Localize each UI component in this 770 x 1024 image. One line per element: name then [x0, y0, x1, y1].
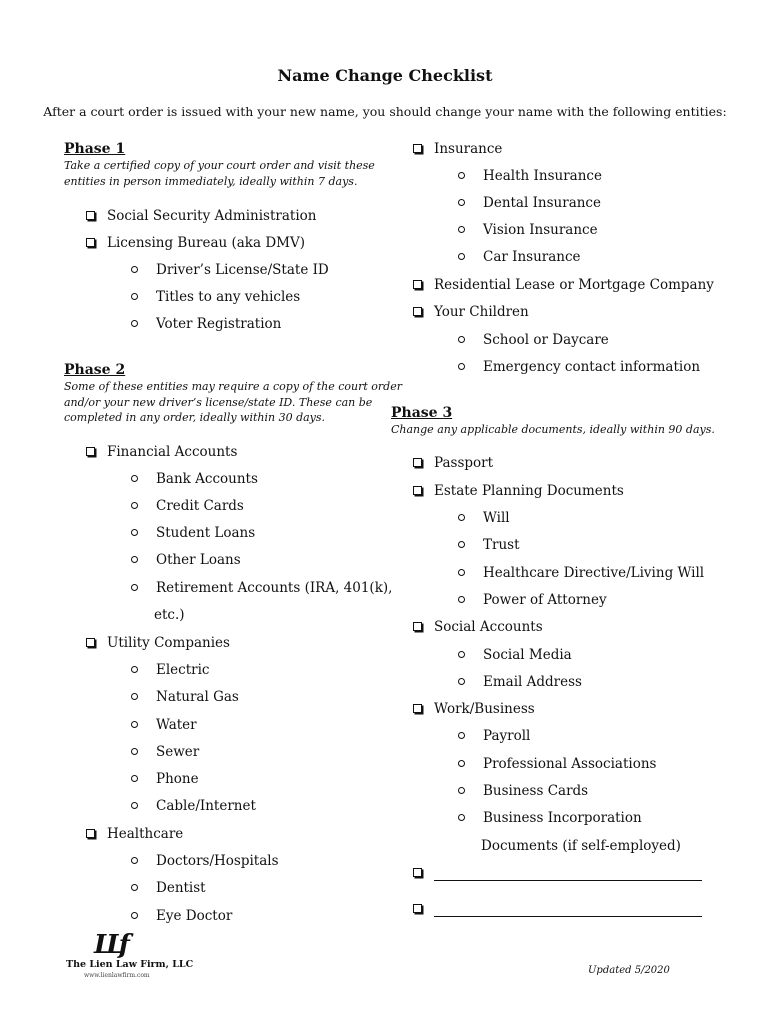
phase-2-desc-line: and/or your new driver’s license/state ID. These can be: [64, 395, 373, 409]
item-label: Insurance: [434, 141, 503, 157]
sub-item: [458, 647, 572, 663]
page-title: Name Change Checklist: [277, 66, 493, 85]
phase-3-heading: Phase 3: [391, 405, 453, 421]
sub-item-label: Power of Attorney: [483, 592, 607, 608]
sub-item: [458, 510, 510, 526]
bullet-icon: [458, 814, 465, 821]
checklist-item-passport[interactable]: [413, 455, 493, 471]
sub-item: [131, 689, 239, 705]
phase-2-heading: Phase 2: [64, 362, 126, 378]
sub-item: [131, 744, 199, 760]
bullet-icon: [458, 363, 465, 370]
checkbox-icon[interactable]: [413, 486, 422, 495]
sub-item: [458, 332, 609, 348]
sub-item: [458, 592, 607, 608]
checklist-item-residential[interactable]: [413, 277, 714, 293]
sub-item: [458, 728, 530, 744]
sub-item-label: Payroll: [483, 728, 531, 744]
phase-1-heading: Phase 1: [64, 141, 126, 157]
blank-write-in-line[interactable]: [434, 880, 702, 881]
sub-item: [131, 908, 232, 924]
bullet-icon: [458, 226, 465, 233]
sub-item: [458, 537, 520, 553]
blank-checklist-item[interactable]: [413, 901, 702, 917]
checkbox-icon[interactable]: [86, 447, 95, 456]
bullet-icon: [131, 802, 138, 809]
checkbox-icon[interactable]: [413, 704, 422, 713]
sub-item: [131, 471, 258, 487]
item-label: Healthcare: [107, 826, 184, 842]
sub-item: [131, 289, 300, 305]
bullet-icon: [131, 857, 138, 864]
checkbox-icon[interactable]: [86, 829, 95, 838]
bullet-icon: [131, 293, 138, 300]
checkbox-icon[interactable]: [413, 622, 422, 631]
sub-item-label: Email Address: [483, 674, 582, 690]
sub-item-label: Business Cards: [483, 783, 589, 799]
item-label: Financial Accounts: [107, 444, 238, 460]
phase-1-description: [64, 158, 375, 189]
item-label: Social Accounts: [434, 619, 543, 635]
item-label: Utility Companies: [107, 635, 230, 651]
sub-item: [131, 580, 392, 596]
sub-item-label: Electric: [156, 662, 210, 678]
checklist-item-dmv[interactable]: [86, 235, 305, 251]
sub-item: [458, 168, 602, 184]
sub-item: [458, 359, 700, 375]
sub-item-label: Vision Insurance: [483, 222, 598, 238]
phase-2-desc-line: Some of these entities may require a copy of the court order: [64, 380, 402, 393]
sub-item: [131, 771, 199, 787]
sub-item-label: Trust: [483, 537, 520, 553]
sub-item-continuation: etc.): [154, 607, 185, 623]
checklist-item-financial[interactable]: [86, 444, 237, 460]
checklist-item-children[interactable]: [413, 304, 529, 320]
item-label: Passport: [434, 455, 494, 471]
sub-item-label: Health Insurance: [483, 168, 602, 184]
checklist-item-insurance[interactable]: [413, 141, 502, 157]
bullet-icon: [458, 760, 465, 767]
sub-item: [458, 783, 588, 799]
phase-2-description: [64, 379, 402, 426]
bullet-icon: [458, 732, 465, 739]
sub-item: [131, 717, 197, 733]
sub-item: [458, 756, 656, 772]
checkbox-icon[interactable]: [86, 238, 95, 247]
sub-item-label: Retirement Accounts (IRA, 401(k),: [156, 580, 393, 596]
sub-item-label: Water: [156, 717, 197, 733]
bullet-icon: [131, 884, 138, 891]
sub-item: [131, 498, 244, 514]
item-label: Your Children: [434, 304, 529, 320]
sub-item-label: Eye Doctor: [156, 908, 233, 924]
checkbox-icon[interactable]: [86, 638, 95, 647]
sub-item-label: Dental Insurance: [483, 195, 601, 211]
sub-item: [458, 222, 598, 238]
sub-item-label: Emergency contact information: [483, 359, 701, 375]
bullet-icon: [131, 748, 138, 755]
bullet-icon: [458, 787, 465, 794]
bullet-icon: [131, 475, 138, 482]
sub-item-label: Car Insurance: [483, 249, 581, 265]
sub-item-label: Business Incorporation: [483, 810, 642, 826]
sub-item-label: Bank Accounts: [156, 471, 258, 487]
checkbox-icon[interactable]: [413, 458, 422, 467]
item-label: Residential Lease or Mortgage Company: [434, 277, 714, 293]
sub-item: [131, 662, 209, 678]
sub-item-label: Doctors/Hospitals: [156, 853, 279, 869]
checkbox-icon[interactable]: [413, 868, 422, 877]
bullet-icon: [131, 912, 138, 919]
bullet-icon: [458, 678, 465, 685]
bullet-icon: [131, 584, 138, 591]
item-label: Social Security Administration: [107, 208, 317, 224]
bullet-icon: [458, 541, 465, 548]
sub-item: [131, 262, 329, 278]
phase-2-desc-line: completed in any order, ideally within 30 days.: [64, 411, 326, 424]
bullet-icon: [131, 502, 138, 509]
checkbox-icon[interactable]: [86, 211, 95, 220]
sub-item-label: School or Daycare: [483, 332, 609, 348]
blank-write-in-line[interactable]: [434, 916, 702, 917]
sub-item-label: Student Loans: [156, 525, 256, 541]
checklist-item-work[interactable]: [413, 701, 535, 717]
logo-url: www.lienlawfirm.com: [84, 972, 150, 979]
sub-item-label: Natural Gas: [156, 689, 239, 705]
bullet-icon: [131, 721, 138, 728]
phase-1-desc-line: Take a certified copy of your court order and visit these: [64, 159, 375, 172]
sub-item-label: Cable/Internet: [156, 798, 256, 814]
bullet-icon: [458, 253, 465, 260]
bullet-icon: [458, 336, 465, 343]
sub-item: [458, 674, 582, 690]
bullet-icon: [131, 775, 138, 782]
logo-firm-name: The Lien Law Firm, LLC: [66, 959, 194, 970]
bullet-icon: [458, 569, 465, 576]
sub-item-label: Dentist: [156, 880, 206, 896]
bullet-icon: [131, 529, 138, 536]
bullet-icon: [458, 199, 465, 206]
logo-mark: LLf: [94, 930, 124, 960]
sub-item-label: Credit Cards: [156, 498, 244, 514]
bullet-icon: [131, 556, 138, 563]
sub-item: [458, 565, 704, 581]
checkbox-icon[interactable]: [413, 904, 422, 913]
checklist-item-ssa[interactable]: [86, 208, 316, 224]
sub-item-label: Sewer: [156, 744, 200, 760]
bullet-icon: [458, 651, 465, 658]
sub-item-label: Titles to any vehicles: [156, 289, 301, 305]
sub-item: [458, 249, 581, 265]
sub-item: [131, 316, 281, 332]
item-label: Licensing Bureau (aka DMV): [107, 235, 305, 251]
bullet-icon: [131, 266, 138, 273]
blank-checklist-item[interactable]: [413, 865, 702, 881]
sub-item-label: Social Media: [483, 647, 572, 663]
sub-item: [458, 810, 642, 826]
checklist-item-social[interactable]: [413, 619, 543, 635]
item-label: Estate Planning Documents: [434, 483, 624, 499]
sub-item: [131, 853, 279, 869]
sub-item-label: Professional Associations: [483, 756, 657, 772]
bullet-icon: [458, 514, 465, 521]
sub-item: [131, 525, 255, 541]
sub-item: [458, 195, 601, 211]
checklist-item-healthcare[interactable]: [86, 826, 183, 842]
checklist-item-estate[interactable]: [413, 483, 624, 499]
sub-item-label: Driver’s License/State ID: [156, 262, 329, 278]
sub-item-continuation: Documents (if self-employed): [481, 838, 681, 854]
sub-item-label: Will: [483, 510, 510, 526]
bullet-icon: [458, 596, 465, 603]
sub-item-label: Phone: [156, 771, 199, 787]
phase-3-description: Change any applicable documents, ideally within 90 days.: [391, 423, 715, 436]
bullet-icon: [131, 693, 138, 700]
checkbox-icon[interactable]: [413, 307, 422, 316]
sub-item: [131, 552, 241, 568]
sub-item: [131, 880, 206, 896]
sub-item-label: Voter Registration: [156, 316, 282, 332]
bullet-icon: [131, 320, 138, 327]
checkbox-icon[interactable]: [413, 144, 422, 153]
updated-date: Updated 5/2020: [588, 965, 670, 976]
sub-item: [131, 798, 256, 814]
checklist-item-utility[interactable]: [86, 635, 230, 651]
sub-item-label: Other Loans: [156, 552, 241, 568]
bullet-icon: [458, 172, 465, 179]
sub-item-label: Healthcare Directive/Living Will: [483, 565, 705, 581]
item-label: Work/Business: [434, 701, 535, 717]
phase-1-desc-line: entities in person immediately, ideally within 7 days.: [64, 174, 358, 188]
intro-text: After a court order is issued with your new name, you should change your name with the following entities:: [43, 104, 727, 119]
checkbox-icon[interactable]: [413, 280, 422, 289]
bullet-icon: [131, 666, 138, 673]
